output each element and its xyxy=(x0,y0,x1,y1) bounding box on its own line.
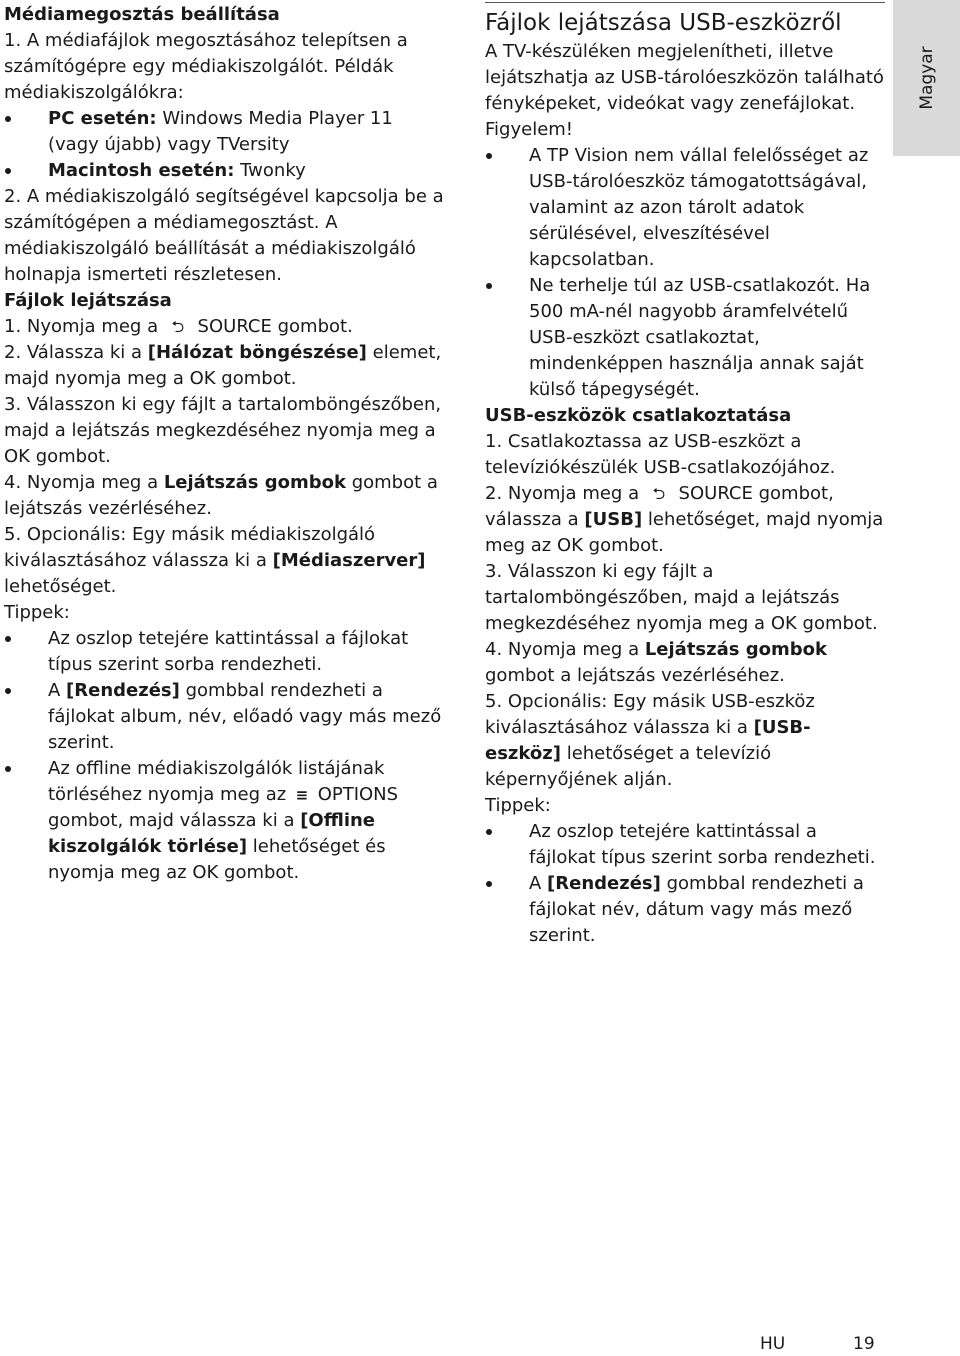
play-step-5: 5. Opcionális: Egy másik médiakiszolgáló kiválasztásához válassza ki a [Médiaszerver] lehetőséget. xyxy=(4,524,426,597)
warning-list xyxy=(485,143,885,403)
step-1: 1. A médiafájlok megosztásához telepítsen a számítógépre egy médiakiszolgálót. Példák médiakiszolgálókra: xyxy=(4,30,408,103)
usb-step-3: 3. Válasszon ki egy fájlt a tartalomböngészőben, majd a lejátszás megkezdéséhez nyomja meg a OK gombot. xyxy=(485,561,878,634)
source-icon: ⮌ xyxy=(652,484,666,503)
source-icon: ⮌ xyxy=(171,317,185,336)
play-files-heading: Fájlok lejátszása xyxy=(4,290,172,311)
language-label: Magyar xyxy=(916,46,937,110)
usb-step-5: 5. Opcionális: Egy másik USB-eszköz kiválasztásához válassza ki a [USB-eszköz] lehetőséget a televízió képernyőjének alján. xyxy=(485,691,815,790)
usb-connect-heading: USB-eszközök csatlakoztatása xyxy=(485,405,792,426)
step-2: 2. A médiakiszolgáló segítségével kapcsolja be a számítógépen a médiamegosztást. A médiakiszolgáló beállítását a médiakiszolgáló holnapja ismerteti részletesen. xyxy=(4,186,444,285)
list-item: A TP Vision nem vállal felelősséget az USB-tárolóeszköz támogatottságával, valamint az azon tárolt adatok sérülésével, elveszítésével kapcsolatban. xyxy=(485,143,885,273)
intro-text: A TV-készüléken megjelenítheti, illetve lejátszhatja az USB-tárolóeszközön található fényképeket, videókat vagy zenefájlokat. xyxy=(485,41,884,114)
tips-list xyxy=(4,626,446,886)
tips-heading: Tippek: xyxy=(4,602,70,623)
usb-step-1: 1. Csatlakoztassa az USB-eszközt a televíziókészülék USB-csatlakozójához. xyxy=(485,431,836,478)
list-item: A [Rendezés] gombbal rendezheti a fájlokat név, dátum vagy más mező szerint. xyxy=(485,871,885,949)
warning-heading: Figyelem! xyxy=(485,119,574,140)
options-icon: ≡ xyxy=(295,786,309,804)
title-divider xyxy=(485,2,885,3)
list-item: PC esetén: Windows Media Player 11 (vagy újabb) vagy TVersity xyxy=(4,106,446,158)
list-item: A [Rendezés] gombbal rendezheti a fájlokat album, név, előadó vagy más mező szerint. xyxy=(4,678,446,756)
tips-list xyxy=(485,819,885,949)
usb-step-4: 4. Nyomja meg a Lejátszás gombok gombot a lejátszás vezérléséhez. xyxy=(485,639,827,686)
media-sharing-heading: Médiamegosztás beállítása xyxy=(4,4,280,25)
list-item: Ne terhelje túl az USB-csatlakozót. Ha 500 mA-nél nagyobb áramfelvételű USB-eszközt csatlakoztat, mindenképpen használja annak saját külső tápegységét. xyxy=(485,273,885,403)
tips-heading: Tippek: xyxy=(485,795,551,816)
right-column xyxy=(485,2,885,949)
page-number: 19 xyxy=(853,1334,875,1354)
list-item: Az oszlop tetejére kattintással a fájlokat típus szerint sorba rendezheti. xyxy=(4,626,446,678)
list-item: Macintosh esetén: Twonky xyxy=(4,158,446,184)
language-tab xyxy=(893,0,960,156)
play-step-3: 3. Válasszon ki egy fájlt a tartalomböngészőben, majd a lejátszás megkezdéséhez nyomja meg a OK gombot. xyxy=(4,394,442,467)
left-column xyxy=(4,2,446,886)
list-item: Az oszlop tetejére kattintással a fájlokat típus szerint sorba rendezheti. xyxy=(485,819,885,871)
play-step-1: 1. Nyomja meg a ⮌ SOURCE gombot. xyxy=(4,314,446,340)
play-step-2: 2. Válassza ki a [Hálózat böngészése] elemet, majd nyomja meg a OK gombot. xyxy=(4,342,442,389)
usb-step-2: 2. Nyomja meg a ⮌ SOURCE gombot, válassza a [USB] lehetőséget, majd nyomja meg az OK gombot. xyxy=(485,483,884,556)
list-item: Az offline médiakiszolgálók listájának törléséhez nyomja meg az ≡ OPTIONS gombot, majd válassza ki a [Offline kiszolgálók törlése] lehetőséget és nyomja meg az OK gombot. xyxy=(4,756,446,886)
server-list xyxy=(4,106,446,184)
page-title: Fájlok lejátszása USB-eszközről xyxy=(485,10,842,36)
footer-language: HU xyxy=(760,1334,786,1354)
play-step-4: 4. Nyomja meg a Lejátszás gombok gombot a lejátszás vezérléséhez. xyxy=(4,472,438,519)
